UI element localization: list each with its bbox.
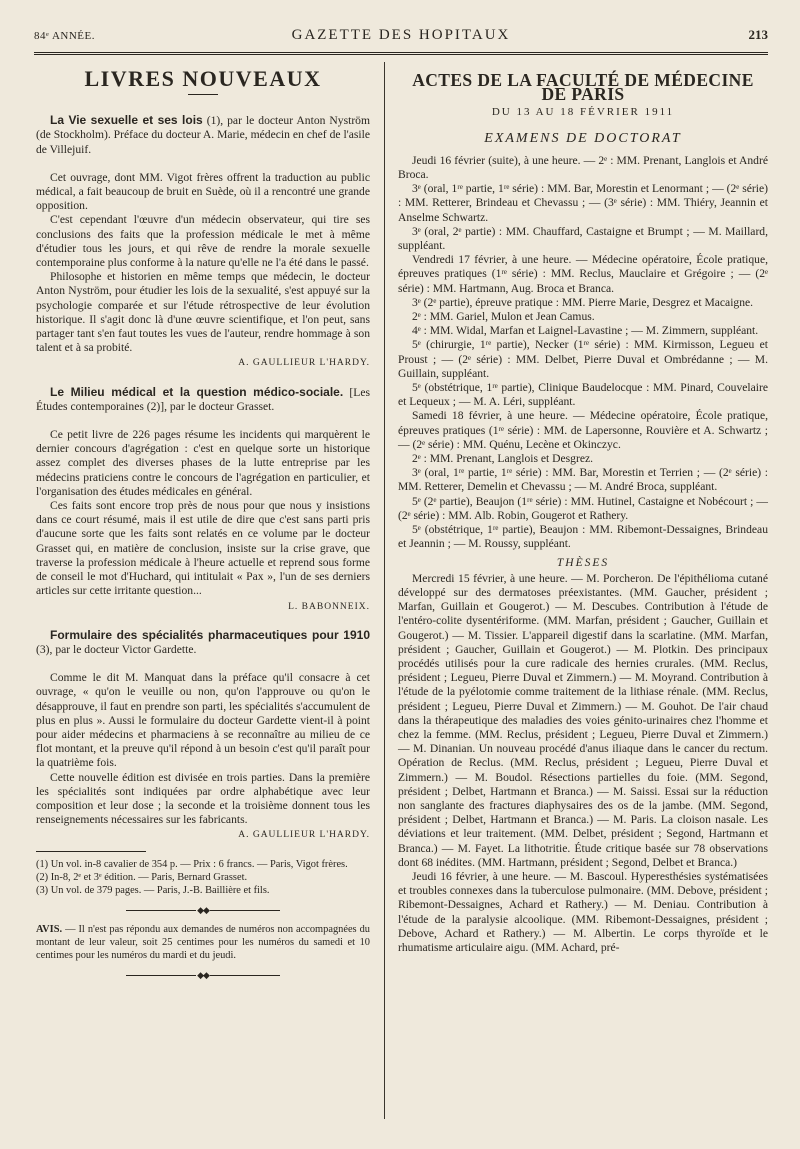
exam-entry: Vendredi 17 février, à une heure. — Médecine opératoire, École pratique, épreuves pratiques (1ʳᵉ série) : MM. Reclus, Mauclaire et Grégoire ; — (2ᵉ série) : MM. Hartmann, Aug. Broca et Branca.: [398, 253, 768, 295]
title-rule: [188, 94, 218, 95]
footnote-1: (1) Un vol. in-8 cavalier de 354 p. — Prix : 6 francs. — Paris, Vigot frères.: [36, 858, 348, 870]
book1-paragraph-1: Cet ouvrage, dont MM. Vigot frères offrent la traduction au public médical, a fait beaucoup de bruit en Suède, où il a rencontré une grande opposition.: [36, 170, 370, 213]
book1-paragraph-3: Philosophe et historien en même temps que médecin, le docteur Anton Nyström, pour étudier les lois de la sexualité, s'est appuyé sur la psychologie comparée et sur l'étude rétrospective de leur évolution historique. Il s'agit donc là d'une œuvre scientifique, et l'on peut, sans partager tant s'en faut toutes les vues de l'auteur, rendre hommage à son talent et à sa probité.: [36, 270, 370, 355]
book3-title: Formulaire des spécialités pharmaceutiques pour 1910: [50, 627, 370, 642]
exam-entry: 3ᵉ (oral, 1ʳᵉ partie, 1ʳᵉ série) : MM. Bar, Morestin et Lenormant ; — (2ᵉ série) : MM. Retterer, Brindeau et Chevassu ; — (3ᵉ série) : MM. Thiéry, Jeannin et Anselme Schwartz.: [398, 182, 768, 224]
section-title-livres: LIVRES NOUVEAUX: [84, 66, 322, 91]
avis-notice: [36, 923, 370, 962]
book1-heading: [36, 113, 370, 157]
exam-entry: 3ᵉ (oral, 2ᵉ partie) : MM. Chauffard, Castaigne et Brumpt ; — M. Maillard, suppléant.: [398, 224, 768, 253]
header-rule: [34, 52, 768, 57]
book2-signature: L. BABONNEIX.: [288, 601, 370, 612]
left-column: [36, 64, 370, 988]
page-header: [34, 26, 768, 48]
exam-entry: 4ᵉ : MM. Widal, Marfan et Laignel-Lavastine ; — M. Zimmern, suppléant.: [412, 324, 759, 338]
footnote-2: (2) In-8, 2ᵉ et 3ᵉ édition. — Paris, Bernard Grasset.: [36, 871, 248, 883]
book3-paragraph-1: Comme le dit M. Manquat dans la préface qu'il consacre à cet ouvrage, « qu'on le veuille ou non, qu'on l'approuve ou qu'on le désapprouve, il faut en prendre son parti, les spécialités s'accumulent de plus en plus ». Aussi le formulaire du docteur Gardette vient-il à point pour aider médecins et pharmaciens à se reconnaître au milieu de ce flot montant, et la preuve qu'il répond à un besoin c'est qu'il paraît pour la quatrième fois.: [36, 671, 370, 770]
exam-entry: 5ᵉ (2ᵉ partie), Beaujon (1ʳᵉ série) : MM. Hutinel, Castaigne et Nobécourt ; — (2ᵉ série) : MM. Alb. Robin, Gougerot et Rathery.: [398, 494, 768, 522]
book1-paragraph-2: C'est cependant l'œuvre d'un médecin observateur, qui tire ses conclusions des faits que la profession médicale le met à même d'étudier tous les jours, et qui rêve de rendre la morale sexuelle contemporaine plus conforme à la nature qu'elle ne l'a été dans le passé.: [36, 213, 370, 270]
column-divider: [384, 62, 385, 1119]
header-title: GAZETTE DES HOPITAUX: [291, 27, 511, 43]
book3-details: (3), par le docteur Victor Gardette.: [36, 642, 197, 656]
book3-heading: [36, 628, 370, 657]
avis-text: — Il n'est pas répondu aux demandes de numéros non accompagnées du montant de leur valeur, soit 25 centimes pour les numéros du samedi et 10 centimes pour les numéros du mardi et du jeudi.: [36, 923, 370, 961]
book2-heading: [36, 385, 370, 414]
exam-entry: 5ᵉ (obstétrique, 1ʳᵉ partie), Clinique Baudelocque : MM. Pinard, Couvelaire et Lequeux ; — M. A. Léri, suppléant.: [398, 381, 768, 409]
book2-title: Le Milieu médical et la question médico-sociale.: [50, 384, 344, 399]
book2-details: [Les Études contemporaines (2)], par le docteur Grasset.: [36, 385, 370, 413]
theses-entry: Mercredi 15 février, à une heure. — M. Porcheron. De l'épithélioma cutané développé sur des dermatoses préexistantes. (MM. Gaucher, président ; Marfan, Guillain et Gougerot.) — M. Descubes. Contribution à l'étude de l'entéro-colite dysentériforme. (MM. Marfan, président ; Gaucher, Guillain et Gougerot.) — M. Tissier. L'appareil digestif dans la scarlatine. (MM. Marfan, président ; Gaucher, Guillain et Gougerot.) — M. Plotkin. Des principaux procédés utilisés pour la cure radicale des hernies crurales. (MM. Reclus, président ; Legueu, Pierre Duval et Zimmern.) — M. Moyrand. Contribution à l'étude de la pyélotomie comme traitement de la lithiase rénale. (MM. Reclus, président ; Legueu, Pierre Duval et Zimmern.) — M. Gouhot. De l'air chaud dans la thérapeutique des maladies des voies génito-urinaires chez l'homme et chez la femme. (MM. Reclus, président ; Legueu, Pierre Duval et Zimmern.) — M. Dinanian. Un nouveau procédé d'anus iliaque dans le cancer du rectum. Opération de Reclus. (MM. Reclus, président ; Legueu, Pierre Duval et Zimmern.) — M. Boudol. Résections partielles du foie. (MM. Segond, président ; Delbet, Hartmann et Branca.) — M. Saissi. Essai sur la réduction non sanglante des fractures diaphysaires des os de la jambe. (MM. Segond, président ; Delbet, Hartmann et Branca.) — M. Paris. La cloison nasale. Les déviations et leur traitement. (MM. Delbet, président ; Segond, Hartmann et Branca.) — M. Fayet. La lithotritie. Étude critique basée sur 78 observations dont 68 inédites. (MM. Hartmann, président ; Segond, Delbet et Branca.): [398, 571, 768, 869]
exam-entry: 5ᵉ (chirurgie, 1ʳᵉ partie), Necker (1ʳᵉ série) : MM. Kirmisson, Legueu et Proust ; — (2ᵉ série) : MM. Delbet, Pierre Duval et Ombrédanne ; — M. Guillain, suppléant.: [398, 338, 768, 380]
book2-paragraph-1: Ce petit livre de 226 pages résume les incidents qui marquèrent le dernier concours d'agrégation : c'est en quelque sorte un historique assez complet des diverses phases de la lutte entreprise par les médecins praticiens contre le concours de l'agrégation en particulier, et l'organisation des études médicales en général.: [36, 428, 370, 498]
avis-label: AVIS.: [36, 923, 63, 935]
book1-title: La Vie sexuelle et ses lois: [50, 113, 203, 128]
ornament-divider-bottom: ◆◆: [36, 968, 370, 982]
footnote-rule: [36, 851, 146, 852]
right-column: [398, 64, 768, 955]
exam-entry: Samedi 18 février, à une heure. — Médecine opératoire, École pratique, épreuves pratiques (1ʳᵉ série) : MM. de Lapersonne, Rouvière et A. Schwartz ; — (2ᵉ série) : MM. Quénu, Lecène et Okinczyc.: [398, 409, 768, 451]
theses-entry: Jeudi 16 février, à une heure. — M. Bascoul. Hyperesthésies systématisées et troubles connexes dans la tuberculose pulmonaire. (MM. Debove, président ; Ribemont-Dessaignes, Achard et Rathery.) — M. Deniau. Contribution à l'étude de la paralysie alcoolique. (MM. Ribemont-Dessaignes, président ; Debove, Achard et Rathery.) — M. Albertin. Le corps thyroïde et le rhumatisme articulaire aigu. (MM. Achard, pré-: [398, 869, 768, 954]
exam-entry: 3ᵉ (2ᵉ partie), épreuve pratique : MM. Pierre Marie, Desgrez et Macaigne.: [412, 295, 754, 309]
exam-entry: 2ᵉ : MM. Gariel, Mulon et Jean Camus.: [412, 310, 595, 324]
book3-paragraph-2: Cette nouvelle édition est divisée en trois parties. Dans la première les spécialités sont indiquées par ordre alphabétique avec leur composition et leur dose ; la seconde et la troisième donnent tous les renseignements nécessaires sur les fabricants.: [36, 770, 370, 827]
ornament-divider: ◆◆: [36, 903, 370, 917]
exam-entry: 3ᵉ (oral, 1ʳᵉ partie, 1ʳᵉ série) : MM. Bar, Morestin et Terrien ; — (2ᵉ série) : MM. Retterer, Demelin et Chevassu ; — M. André Broca, suppléant.: [398, 466, 768, 494]
heading-examens: EXAMENS DE DOCTORAT: [484, 130, 682, 146]
footnotes: [36, 858, 370, 897]
book2-paragraph-2: Ces faits sont encore trop près de nous pour que nous y insistions dans ce court résumé, mais il est utile de dire que c'est sans parti pris d'aucune sorte que les faits sont relatés en ce volume par le docteur Grasset qui, en matière de conclusion, insiste sur la crise grave, que traverse la profession médicale à l'heure actuelle et reprend sous forme de conseil le mot d'Huchard, qui intitulait « Pax », l'un de ses derniers articles sur cette irritante question...: [36, 499, 370, 598]
heading-theses: THÈSES: [556, 556, 610, 569]
header-page-number: 213: [748, 27, 768, 42]
section-title-actes: ACTES DE LA FACULTÉ DE MÉDECINE DE PARIS: [412, 70, 754, 105]
header-year: 84ᵉ ANNÉE.: [34, 30, 95, 42]
footnote-3: (3) Un vol. de 379 pages. — Paris, J.-B. Baillière et fils.: [36, 884, 270, 896]
book1-details: (1), par le docteur Anton Nyström (de Stockholm). Préface du docteur A. Marie, médecin en chef de l'asile de Villejuif.: [36, 114, 370, 156]
book3-signature: A. GAULLIEUR L'HARDY.: [238, 830, 370, 841]
exam-entry: 2ᵉ : MM. Prenant, Langlois et Desgrez.: [412, 452, 594, 466]
section-subtitle-dates: DU 13 AU 18 FÉVRIER 1911: [491, 106, 675, 119]
exam-entry: Jeudi 16 février (suite), à une heure. — 2ᵉ : MM. Prenant, Langlois et André Broca.: [398, 153, 768, 182]
book1-signature: A. GAULLIEUR L'HARDY.: [238, 358, 370, 369]
exam-entry: 5ᵉ (obstétrique, 1ʳᵉ partie), Beaujon : MM. Ribemont-Dessaignes, Brindeau et Jeannin ; — M. Roussy, suppléant.: [398, 523, 768, 551]
